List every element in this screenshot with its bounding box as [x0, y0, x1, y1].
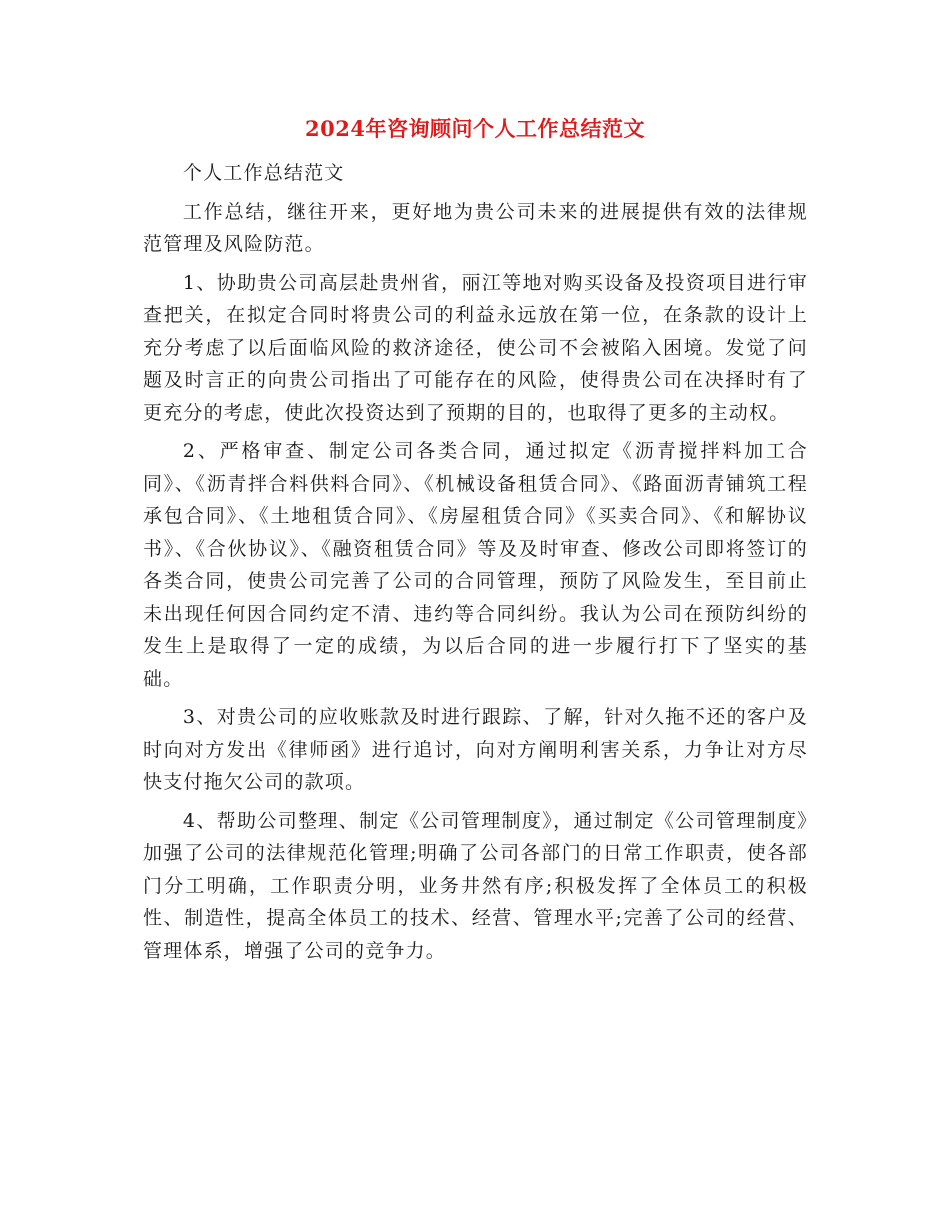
paragraph-intro: 工作总结，继往开来，更好地为贵公司未来的进展提供有效的法律规范管理及风险防范。: [143, 200, 808, 255]
paragraph-item-3: 3、对贵公司的应收账款及时进行跟踪、了解，针对久拖不还的客户及时向对方发出《律师函》进行追讨，向对方阐明利害关系，力争让对方尽快支付拖欠公司的款项。: [143, 706, 808, 793]
document-title: 2024年咨询顾问个人工作总结范文: [305, 116, 645, 141]
document-body: [143, 157, 808, 973]
paragraph-item-1: 1、协助贵公司高层赴贵州省，丽江等地对购买设备及投资项目进行审查把关，在拟定合同时将贵公司的利益永远放在第一位，在条款的设计上充分考虑了以后面临风险的救济途径，使公司不会被陷入困境。发觉了问题及时言正的向贵公司指出了可能存在的风险，使得贵公司在决择时有了更充分的考虑，使此次投资达到了预期的目的，也取得了更多的主动权。: [143, 271, 808, 424]
paragraph-heading: 个人工作总结范文: [182, 162, 345, 184]
paragraph-item-2: 2、严格审查、制定公司各类合同，通过拟定《沥青搅拌料加工合同》、《沥青拌合料供料合同》、《机械设备租赁合同》、《路面沥青铺筑工程承包合同》、《土地租赁合同》、《房屋租赁合同》《买卖合同》、《和解协议书》、《合伙协议》、《融资租赁合同》等及及时审查、修改公司即将签订的各类合同，使贵公司完善了公司的合同管理，预防了风险发生，至目前止未出现任何因合同约定不清、违约等合同纠纷。我认为公司在预防纠纷的发生上是取得了一定的成绩，为以后合同的进一步履行打下了坚实的基础。: [143, 440, 808, 690]
paragraph-item-4: 4、帮助公司整理、制定《公司管理制度》，通过制定《公司管理制度》加强了公司的法律规范化管理;明确了公司各部门的日常工作职责，使各部门分工明确，工作职责分明，业务井然有序;积极发挥了全体员工的积极性、制造性，提高全体员工的技术、经营、管理水平;完善了公司的经营、管理体系，增强了公司的竞争力。: [143, 809, 808, 962]
